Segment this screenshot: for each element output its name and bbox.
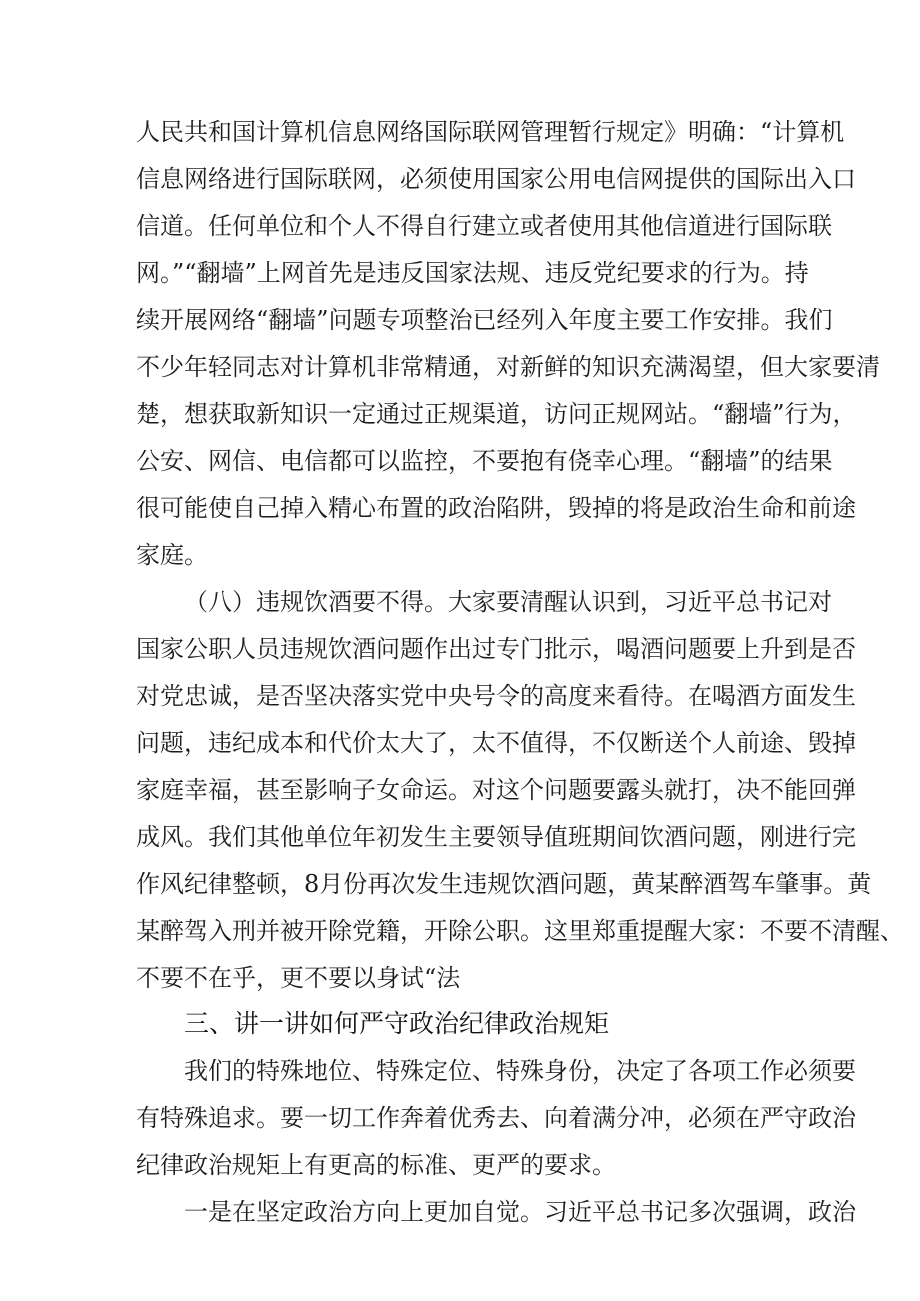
paragraph-line: 成风。我们其他单位年初发生主要领导值班期间饮酒问题，刚进行完 bbox=[136, 823, 856, 851]
paragraph-line: 国家公职人员违规饮酒问题作出过专门批示，喝酒问题要上升到是否 bbox=[136, 635, 856, 663]
paragraph-first-line: （八）违规饮酒要不得。大家要清醒认识到，习近平总书记对 bbox=[184, 588, 832, 616]
paragraph-line: 问题，违纪成本和代价太大了，太不值得，不仅断送个人前途、毁掉 bbox=[136, 729, 856, 757]
paragraph-line: 纪律政治规矩上有更高的标准、更严的要求。 bbox=[136, 1151, 616, 1179]
paragraph-line: 家庭幸福，甚至影响子女命运。对这个问题要露头就打，决不能回弹 bbox=[136, 776, 856, 804]
paragraph-line: 不要不在乎，更不要以身试“法 bbox=[136, 964, 461, 992]
paragraph-line: 某醉驾入刑并被开除党籍，开除公职。这里郑重提醒大家：不要不清醒、 bbox=[136, 917, 904, 945]
paragraph-line: 续开展网络“翻墙”问题专项整治已经列入年度主要工作安排。我们 bbox=[136, 306, 833, 334]
paragraph-line: 有特殊追求。要一切工作奔着优秀去、向着满分冲，必须在严守政治 bbox=[136, 1104, 856, 1132]
paragraph-line: 对党忠诚，是否坚决落实党中央号令的高度来看待。在喝酒方面发生 bbox=[136, 682, 856, 710]
paragraph-line: 网。”“翻墙”上网首先是违反国家法规、违反党纪要求的行为。持 bbox=[136, 259, 809, 287]
paragraph-line: 公安、网信、电信都可以监控，不要抱有侥幸心理。“翻墙”的结果 bbox=[136, 447, 833, 475]
paragraph-line: 信息网络进行国际联网，必须使用国家公用电信网提供的国际出入口 bbox=[136, 165, 856, 193]
paragraph-first-line: 我们的特殊地位、特殊定位、特殊身份，决定了各项工作必须要 bbox=[184, 1057, 856, 1085]
paragraph-line: 人民共和国计算机信息网络国际联网管理暂行规定》明确：“计算机 bbox=[136, 118, 845, 146]
paragraph-line: 作风纪律整顿，8月份再次发生违规饮酒问题，黄某醉酒驾车肇事。黄 bbox=[136, 870, 872, 898]
paragraph-line: 不少年轻同志对计算机非常精通，对新鲜的知识充满渴望，但大家要清 bbox=[136, 353, 880, 381]
paragraph-first-line: 一是在坚定政治方向上更加自觉。习近平总书记多次强调，政治 bbox=[184, 1198, 856, 1226]
paragraph-line: 家庭。 bbox=[136, 541, 208, 569]
section-heading: 三、讲一讲如何严守政治纪律政治规矩 bbox=[184, 1009, 610, 1038]
paragraph-line: 信道。任何单位和个人不得自行建立或者使用其他信道进行国际联 bbox=[136, 212, 832, 240]
paragraph-line: 很可能使自己掉入精心布置的政治陷阱，毁掉的将是政治生命和前途 bbox=[136, 494, 856, 522]
paragraph-line: 楚，想获取新知识一定通过正规渠道，访问正规网站。“翻墙”行为， bbox=[136, 400, 857, 428]
